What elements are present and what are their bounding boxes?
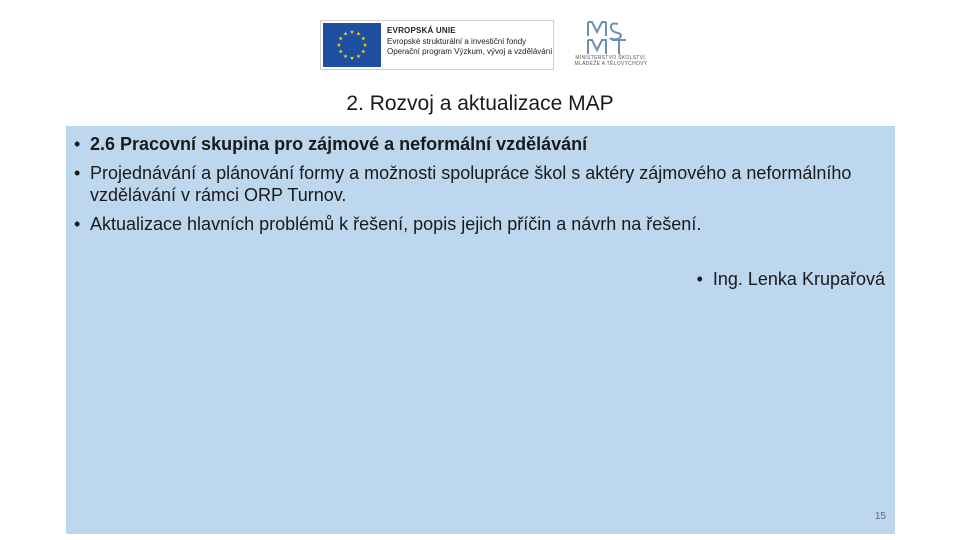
msmt-sub1: MINISTERSTVO ŠKOLSTVÍ, — [575, 55, 647, 61]
eu-logo-line2: Evropské strukturální a investiční fondy — [387, 36, 527, 46]
page-number: 15 — [874, 511, 886, 522]
eu-logo-line3: Operační program Výzkum, vývoj a vzdělávání — [387, 47, 553, 56]
bullet-dot: • — [74, 134, 81, 154]
eu-logo — [320, 20, 554, 70]
bullet-text-1: 2.6 Pracovní skupina pro zájmové a neformální vzdělávání — [90, 134, 588, 154]
eu-logo-line1: EVROPSKÁ UNIE — [387, 26, 456, 35]
bullet-dot: • — [74, 214, 81, 234]
bullet-text-2: Projednávání a plánování formy a možnosti spolupráce škol s aktéry zájmového a neformálního vzdělávání v rámci ORP Turnov. — [90, 163, 852, 205]
bullet-list — [74, 133, 886, 242]
eu-logo-text — [387, 26, 552, 58]
author — [697, 268, 885, 290]
author-name: Ing. Lenka Krupařová — [712, 269, 885, 289]
bullet-text-3: Aktualizace hlavních problémů k řešení, popis jejich příčin a návrh na řešení. — [90, 214, 702, 234]
msmt-logo-text — [566, 55, 656, 67]
msmt-sub2: MLÁDEŽE A TĚLOVÝCHOVY — [574, 61, 648, 67]
bullet-item — [74, 162, 886, 206]
content-box — [66, 126, 895, 534]
eu-flag-icon — [323, 23, 381, 67]
bullet-item — [74, 133, 886, 155]
slide-title: 2. Rozvoj a aktualizace MAP — [346, 92, 614, 115]
bullet-item — [74, 213, 886, 235]
logo-bar — [320, 18, 660, 70]
bullet-dot: • — [74, 163, 81, 183]
bullet-dot: • — [696, 269, 703, 289]
